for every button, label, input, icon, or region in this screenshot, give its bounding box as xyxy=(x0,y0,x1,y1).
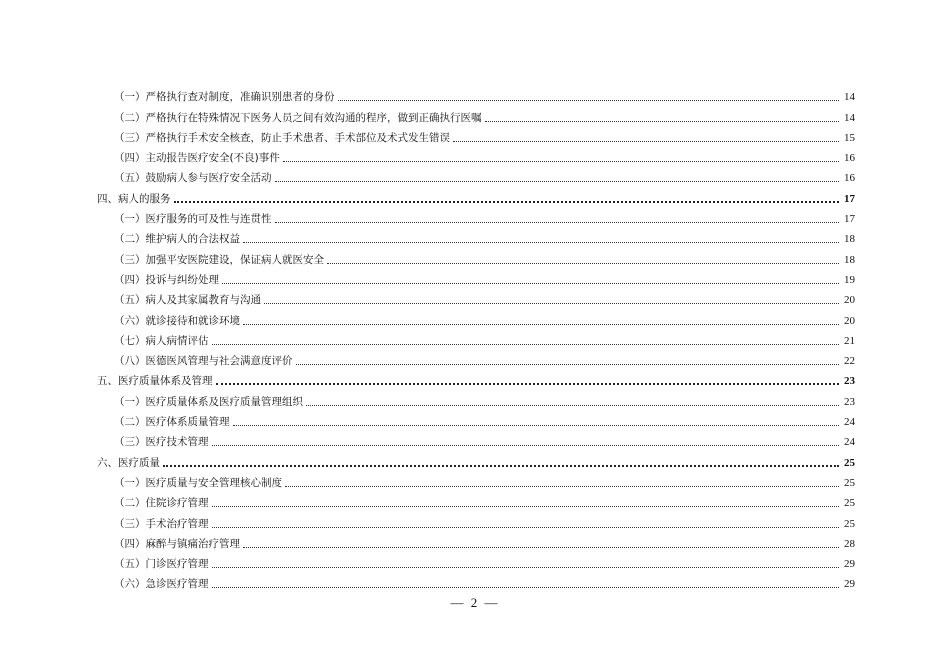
toc-entry-page-number: 29 xyxy=(844,578,855,591)
toc-entry-page-number: 24 xyxy=(844,416,855,429)
toc-entry-page-number: 20 xyxy=(844,294,855,307)
toc-subsection-entry[interactable] xyxy=(97,226,855,246)
toc-subsection-entry[interactable] xyxy=(97,267,855,287)
toc-section-entry[interactable] xyxy=(97,449,855,469)
toc-entry-page-number: 18 xyxy=(844,233,855,246)
toc-entry-page-number: 21 xyxy=(844,334,855,347)
toc-entry-page-number: 17 xyxy=(844,192,855,205)
toc-subsection-entry[interactable] xyxy=(97,246,855,266)
toc-entry-title: （五）门诊医疗管理 xyxy=(114,558,209,571)
toc-entry-title: （四）主动报告医疗安全(不良)事件 xyxy=(114,152,280,165)
toc-subsection-entry[interactable] xyxy=(97,490,855,510)
toc-entry-title: （五）鼓励病人参与医疗安全活动 xyxy=(114,172,272,185)
toc-entry-title: （一）医疗服务的可及性与连贯性 xyxy=(114,213,272,226)
toc-entry-title: （一）医疗质量与安全管理核心制度 xyxy=(114,476,282,489)
dot-leader xyxy=(485,121,840,122)
toc-entry-title: （三）医疗技术管理 xyxy=(114,436,209,449)
toc-subsection-entry[interactable] xyxy=(97,125,855,145)
toc-entry-title: （四）麻醉与镇痛治疗管理 xyxy=(114,537,240,550)
dot-leader xyxy=(212,567,840,568)
dot-leader xyxy=(212,527,840,528)
dot-leader xyxy=(243,242,839,243)
toc-entry-page-number: 24 xyxy=(844,436,855,449)
toc-entry-page-number: 25 xyxy=(844,476,855,489)
toc-entry-title: （三）加强平安医院建设，保证病人就医安全 xyxy=(114,253,324,266)
toc-subsection-entry[interactable] xyxy=(97,287,855,307)
toc-entry-title: （一）医疗质量体系及医疗质量管理组织 xyxy=(114,395,303,408)
toc-entry-page-number: 14 xyxy=(844,111,855,124)
toc-entry-page-number: 25 xyxy=(844,456,855,469)
toc-entry-title: 四、病人的服务 xyxy=(97,192,171,205)
toc-subsection-entry[interactable] xyxy=(97,307,855,327)
toc-entry-title: （一）严格执行查对制度，准确识别患者的身份 xyxy=(114,91,335,104)
toc-section-entry[interactable] xyxy=(97,368,855,388)
toc-subsection-entry[interactable] xyxy=(97,206,855,226)
toc-entry-page-number: 25 xyxy=(844,517,855,530)
toc-entry-title: 六、医疗质量 xyxy=(97,456,160,469)
toc-subsection-entry[interactable] xyxy=(97,388,855,408)
toc-entry-title: （五）病人及其家属教育与沟通 xyxy=(114,294,261,307)
dot-leader xyxy=(285,486,839,487)
dot-leader xyxy=(212,344,840,345)
dot-leader xyxy=(174,201,840,203)
dot-leader xyxy=(212,506,840,507)
toc-subsection-entry[interactable] xyxy=(97,145,855,165)
dot-leader xyxy=(306,405,839,406)
dot-leader xyxy=(216,383,840,385)
toc-entry-page-number: 29 xyxy=(844,558,855,571)
toc-subsection-entry[interactable] xyxy=(97,551,855,571)
toc-entry-title: （三）严格执行手术安全核查，防止手术患者、手术部位及术式发生错误 xyxy=(114,131,450,144)
toc-entry-page-number: 19 xyxy=(844,273,855,286)
toc-entry-title: （二）住院诊疗管理 xyxy=(114,497,209,510)
toc-subsection-entry[interactable] xyxy=(97,165,855,185)
toc-entry-page-number: 23 xyxy=(844,395,855,408)
toc-entry-page-number: 23 xyxy=(844,375,855,388)
toc-entry-page-number: 16 xyxy=(844,172,855,185)
dot-leader xyxy=(275,181,840,182)
dot-leader xyxy=(338,100,840,101)
toc-section-entry[interactable] xyxy=(97,185,855,205)
dot-leader xyxy=(296,364,840,365)
dot-leader xyxy=(453,141,839,142)
toc-entry-page-number: 17 xyxy=(844,213,855,226)
toc-entry-title: 五、医疗质量体系及管理 xyxy=(97,375,213,388)
page-number: — 2 — xyxy=(450,595,500,610)
dot-leader xyxy=(222,283,839,284)
toc-entry-page-number: 15 xyxy=(844,131,855,144)
dot-leader xyxy=(243,547,839,548)
toc-entry-page-number: 25 xyxy=(844,497,855,510)
toc-subsection-entry[interactable] xyxy=(97,409,855,429)
toc-subsection-entry[interactable] xyxy=(97,531,855,551)
toc-subsection-entry[interactable] xyxy=(97,510,855,530)
toc-entry-title: （二）维护病人的合法权益 xyxy=(114,233,240,246)
toc-subsection-entry[interactable] xyxy=(97,328,855,348)
dot-leader xyxy=(163,465,839,467)
toc-entry-title: （六）急诊医疗管理 xyxy=(114,578,209,591)
dot-leader xyxy=(243,324,839,325)
toc-entry-title: （三）手术治疗管理 xyxy=(114,517,209,530)
toc-entry-page-number: 22 xyxy=(844,355,855,368)
toc-entry-page-number: 16 xyxy=(844,152,855,165)
dot-leader xyxy=(212,587,840,588)
toc-entry-title: （七）病人病情评估 xyxy=(114,334,209,347)
toc-entry-page-number: 14 xyxy=(844,91,855,104)
toc-entry-title: （二）严格执行在特殊情况下医务人员之间有效沟通的程序，做到正确执行医嘱 xyxy=(114,111,482,124)
toc-entry-title: （八）医德医风管理与社会满意度评价 xyxy=(114,355,293,368)
toc-entry-title: （二）医疗体系质量管理 xyxy=(114,416,230,429)
toc-subsection-entry[interactable] xyxy=(97,84,855,104)
toc-entry-title: （六）就诊接待和就诊环境 xyxy=(114,314,240,327)
toc-entry-title: （四）投诉与纠纷处理 xyxy=(114,273,219,286)
toc-subsection-entry[interactable] xyxy=(97,571,855,591)
toc-subsection-entry[interactable] xyxy=(97,429,855,449)
toc-subsection-entry[interactable] xyxy=(97,104,855,124)
toc-entry-page-number: 20 xyxy=(844,314,855,327)
dot-leader xyxy=(264,303,839,304)
dot-leader xyxy=(327,263,839,264)
table-of-contents xyxy=(97,84,855,591)
toc-subsection-entry[interactable] xyxy=(97,470,855,490)
dot-leader xyxy=(283,161,839,162)
dot-leader xyxy=(212,445,840,446)
toc-entry-page-number: 28 xyxy=(844,537,855,550)
dot-leader xyxy=(275,222,840,223)
toc-subsection-entry[interactable] xyxy=(97,348,855,368)
dot-leader xyxy=(233,425,840,426)
toc-entry-page-number: 18 xyxy=(844,253,855,266)
